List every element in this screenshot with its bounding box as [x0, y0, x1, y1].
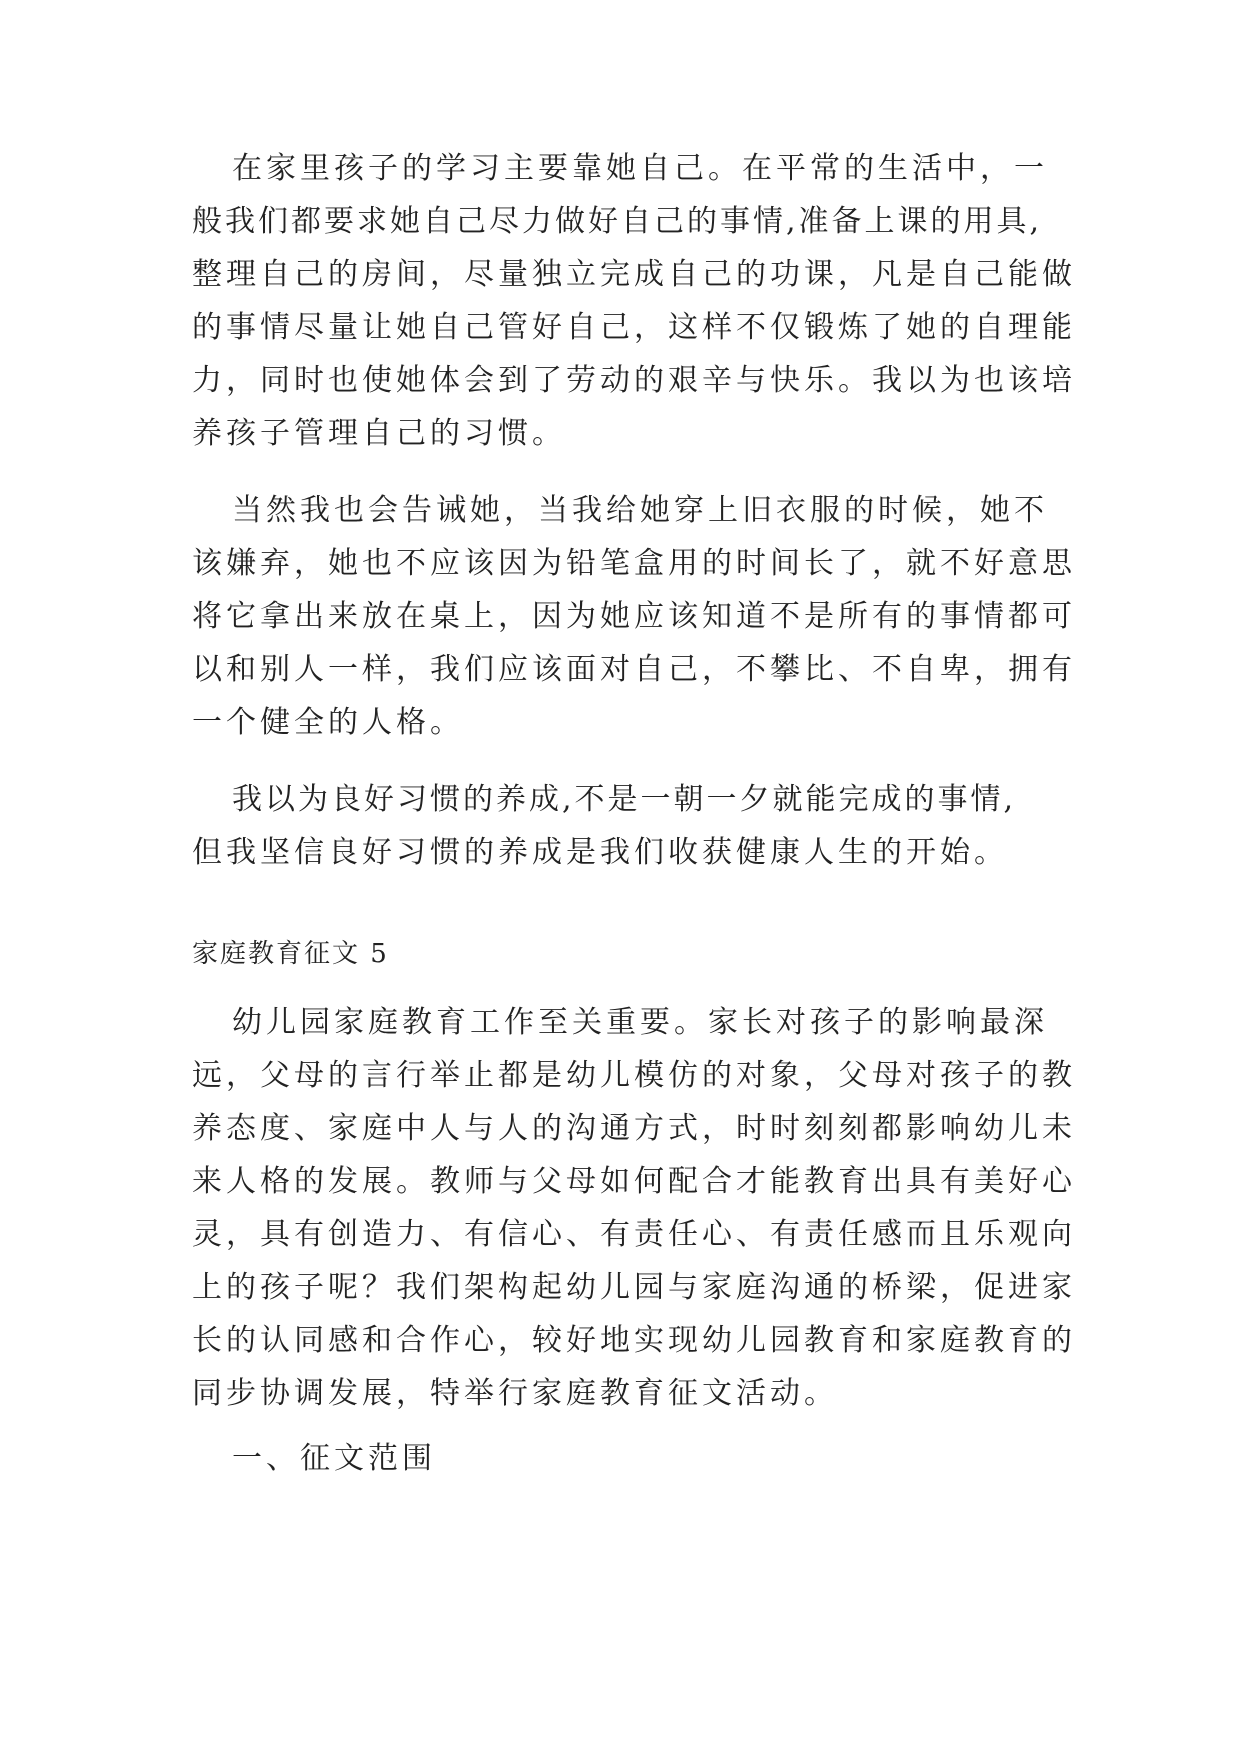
section-title: 一、征文范围	[232, 1441, 436, 1476]
paragraph-1-line-1: 在家里孩子的学习主要靠她自己。在平常的生活中，一	[232, 151, 1048, 186]
paragraph-2-line-3: 将它拿出来放在桌上，因为她应该知道不是所有的事情都可	[192, 599, 1076, 634]
paragraph-4-line-8: 同步协调发展，特举行家庭教育征文活动。	[192, 1376, 838, 1411]
paragraph-2-line-4: 以和别人一样，我们应该面对自己，不攀比、不自卑，拥有	[192, 652, 1076, 687]
paragraph-4-line-2: 远，父母的言行举止都是幼儿模仿的对象，父母对孩子的教	[192, 1058, 1076, 1093]
paragraph-1-line-3: 整理自己的房间，尽量独立完成自己的功课，凡是自己能做	[192, 257, 1076, 292]
paragraph-1-line-5: 力，同时也使她体会到了劳动的艰辛与快乐。我以为也该培	[192, 363, 1076, 398]
paragraph-2-line-2: 该嫌弃，她也不应该因为铅笔盒用的时间长了，就不好意思	[192, 546, 1076, 581]
paragraph-2-line-1: 当然我也会告诫她，当我给她穿上旧衣服的时候，她不	[232, 493, 1048, 528]
paragraph-4-line-5: 灵，具有创造力、有信心、有责任心、有责任感而且乐观向	[192, 1217, 1076, 1252]
paragraph-4-line-6: 上的孩子呢？我们架构起幼儿园与家庭沟通的桥梁，促进家	[192, 1270, 1076, 1305]
paragraph-1-line-4: 的事情尽量让她自己管好自己，这样不仅锻炼了她的自理能	[192, 310, 1076, 345]
paragraph-4-line-7: 长的认同感和合作心，较好地实现幼儿园教育和家庭教育的	[192, 1323, 1076, 1358]
paragraph-4-line-3: 养态度、家庭中人与人的沟通方式，时时刻刻都影响幼儿未	[192, 1111, 1076, 1146]
paragraph-2-line-5: 一个健全的人格。	[192, 705, 464, 740]
paragraph-3-line-2: 但我坚信良好习惯的养成是我们收获健康人生的开始。	[192, 835, 1008, 870]
paragraph-4-line-4: 来人格的发展。教师与父母如何配合才能教育出具有美好心	[192, 1164, 1076, 1199]
paragraph-4-line-1: 幼儿园家庭教育工作至关重要。家长对孩子的影响最深	[232, 1005, 1048, 1040]
paragraph-1-line-2: 般我们都要求她自己尽力做好自己的事情,准备上课的用具,	[192, 204, 1043, 239]
paragraph-3-line-1: 我以为良好习惯的养成,不是一朝一夕就能完成的事情,	[232, 782, 1017, 817]
section-heading: 家庭教育征文 5	[192, 939, 389, 969]
paragraph-1-line-6: 养孩子管理自己的习惯。	[192, 416, 566, 451]
